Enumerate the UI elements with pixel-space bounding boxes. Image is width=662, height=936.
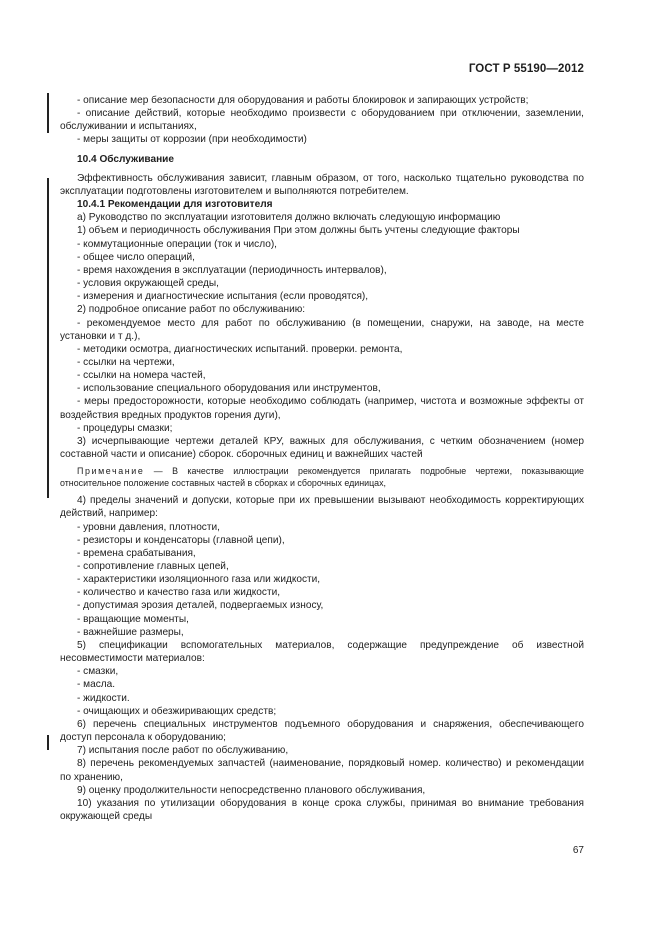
section-heading: 10.4 Обслуживание xyxy=(77,153,174,165)
list-item: 8) перечень рекомендуемых запчастей (наименование, порядковый номер. количество) и рекомендации по хранению, xyxy=(60,758,584,783)
note xyxy=(60,465,584,489)
change-bar xyxy=(47,735,49,750)
list-item: - вращающие моменты, xyxy=(77,613,189,625)
list-item: - допустимая эрозия деталей, подвергаемых износу, xyxy=(77,600,324,612)
list-item: 4) пределы значений и допуски, которые при их превышении вызывают необходимость корректирующих действий, например: xyxy=(60,495,584,520)
list-item: 5) спецификации вспомогательных материалов, содержащие предупреждение об известной несовместимости материалов: xyxy=(60,639,584,665)
list-item: 9) оценку продолжительности непосредственно планового обслуживания, xyxy=(77,784,426,796)
list-item: - условия окружающей среды, xyxy=(77,278,219,290)
list-item: - резисторы и конденсаторы (главной цепи), xyxy=(77,534,285,546)
note-label: Примечание xyxy=(77,466,145,477)
list-item: - меры защиты от коррозии (при необходимости) xyxy=(77,134,307,146)
list-item: - ссылки на номера частей, xyxy=(77,370,206,382)
list-item: - жидкости. xyxy=(77,692,130,704)
list-item: - общее число операций, xyxy=(77,251,195,263)
list-item: 1) объем и периодичность обслуживания При этом должны быть учтены следующие факторы xyxy=(77,225,520,237)
list-item: - методики осмотра, диагностических испытаний. проверки. ремонта, xyxy=(77,343,403,355)
list-item: - меры предосторожности, которые необходимо соблюдать (например, чистота и возможные эффекты от воздействия вредных продуктов горения дуги), xyxy=(60,396,584,421)
list-item: - количество и качество газа или жидкости, xyxy=(77,587,281,599)
standard-header: ГОСТ Р 55190—2012 xyxy=(468,63,584,75)
change-bar xyxy=(47,93,49,133)
list-item: - измерения и диагностические испытания (если проводятся), xyxy=(77,291,369,303)
list-item: - процедуры смазки; xyxy=(77,422,173,434)
subsection-heading: 10.4.1 Рекомендации для изготовителя xyxy=(77,199,273,211)
document-body xyxy=(60,94,584,823)
list-item: - характеристики изоляционного газа или жидкости, xyxy=(77,574,321,586)
list-item: - время нахождения в эксплуатации (периодичность интервалов), xyxy=(77,264,387,276)
list-item: 3) исчерпывающие чертежи деталей КРУ, важных для обслуживания, с четким обозначением (номер составной части и описание) сборок. сборочных единиц и важнейших частей xyxy=(60,435,584,461)
list-item: - ссылки на чертежи, xyxy=(77,356,175,368)
list-item: - уровни давления, плотности, xyxy=(77,521,220,533)
list-item: - использование специального оборудования или инструментов, xyxy=(77,383,381,395)
list-item: - очищающих и обезжиривающих средств; xyxy=(77,705,277,717)
list-item: - рекомендуемое место для работ по обслуживанию (в помещении, снаружи, на заводе, на месте установки и т д.), xyxy=(60,317,584,342)
list-item: 2) подробное описание работ по обслуживанию: xyxy=(77,304,306,316)
list-item: 6) перечень специальных инструментов подъемного оборудования и снаряжения, обеспечивающего доступ персонала к оборудованию; xyxy=(60,718,584,744)
list-item: - смазки, xyxy=(77,666,119,678)
list-item: - коммутационные операции (ток и число), xyxy=(77,238,277,250)
list-item: - важнейшие размеры, xyxy=(77,626,184,638)
list-item: 10) указания по утилизации оборудования в конце срока службы, принимая во внимание требования окружающей среды xyxy=(60,797,584,822)
list-item: - времена срабатывания, xyxy=(77,547,196,559)
paragraph: Эффективность обслуживания зависит, главным образом, от того, насколько тщательно руководства по эксплуатации подготовлены изготовителем и выполняются потребителем. xyxy=(60,172,584,197)
list-item: - масла. xyxy=(77,679,116,691)
change-bar xyxy=(47,178,49,498)
list-item: 7) испытания после работ по обслуживанию, xyxy=(77,745,289,757)
paragraph: а) Руководство по эксплуатации изготовителя должно включать следующую информацию xyxy=(77,212,501,224)
list-item: - описание мер безопасности для оборудования и работы блокировок и запирающих устройств; xyxy=(77,95,529,106)
list-item: - сопротивление главных цепей, xyxy=(77,561,229,572)
list-item: - описание действий, которые необходимо произвести с оборудованием при отключении, заземлении, обслуживании и испытаниях, xyxy=(60,108,584,133)
page-number: 67 xyxy=(572,845,584,856)
note-text: — В качестве иллюстрации рекомендуется прилагать подробные чертежи, показывающие относительное положение составных частей в сборках и сборочных единицах, xyxy=(60,466,584,489)
